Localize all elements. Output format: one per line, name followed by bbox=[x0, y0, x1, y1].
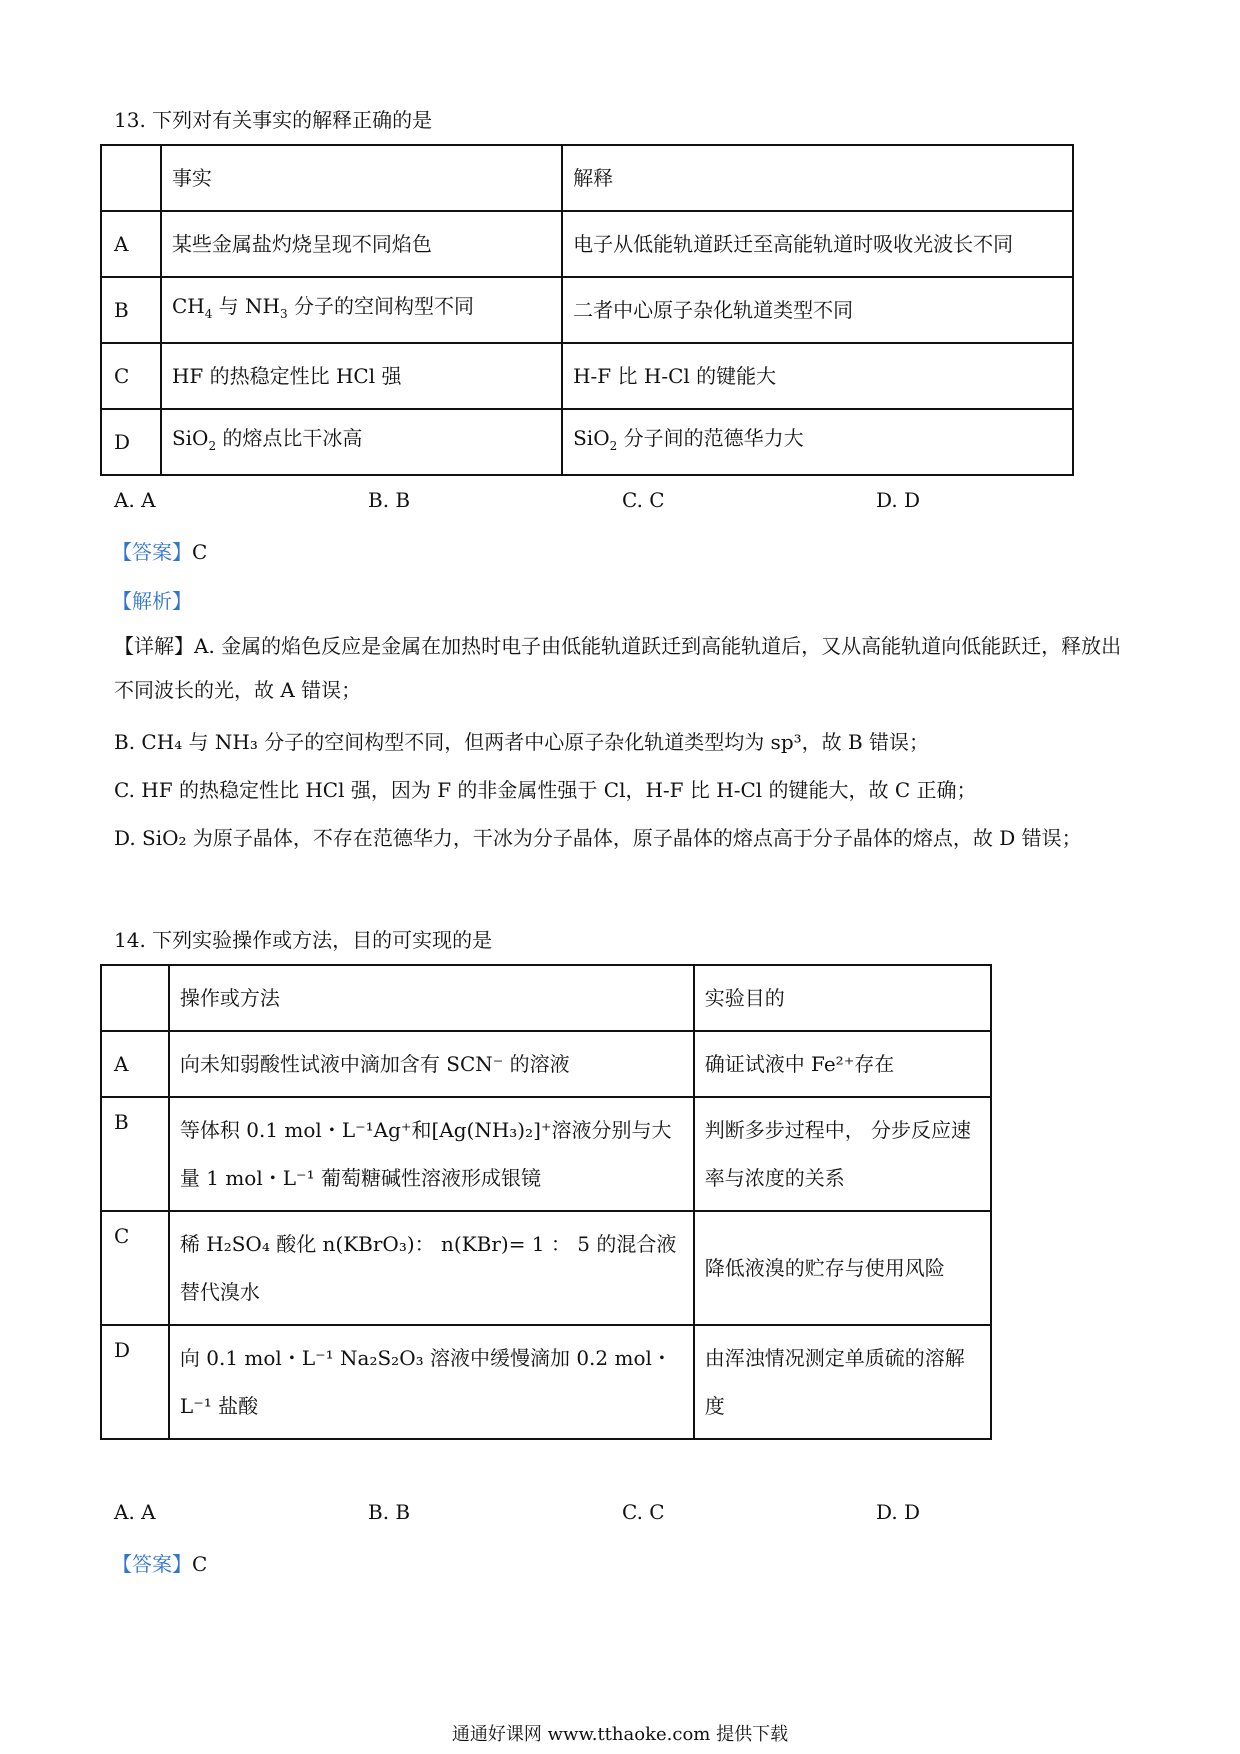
row-purpose: 确证试液中 Fe²⁺存在 bbox=[694, 1031, 991, 1097]
row-explain: SiO$_2$ 分子间的范德华力大 bbox=[562, 409, 1073, 475]
row-letter: A bbox=[101, 1031, 169, 1097]
option-d: D. D bbox=[876, 1500, 921, 1524]
option-d: D. D bbox=[876, 488, 921, 512]
detail-b: B. CH₄ 与 NH₃ 分子的空间构型不同，但两者中心原子杂化轨道类型均为 sp³，故 B 错误； bbox=[114, 730, 930, 754]
row-explain: 电子从低能轨道跃迁至高能轨道时吸收光波长不同 bbox=[562, 211, 1073, 277]
row-method: 稀 H₂SO₄ 酸化 n(KBrO₃)： n(KBr)= 1 ： 5 的混合液替代溴水 bbox=[169, 1211, 694, 1325]
option-c: C. C bbox=[622, 488, 665, 512]
table-header-row bbox=[101, 145, 1073, 211]
row-fact: SiO$_2$ 的熔点比干冰高 bbox=[161, 409, 562, 475]
footer-credit: 通通好课网 www.tthaoke.com 提供下载 bbox=[451, 1724, 789, 1745]
q13-options bbox=[114, 488, 1014, 518]
table-header-row bbox=[101, 965, 991, 1031]
row-letter: C bbox=[101, 1211, 169, 1325]
row-fact: 某些金属盐灼烧呈现不同焰色 bbox=[161, 211, 562, 277]
detail-d: D. SiO₂ 为原子晶体，不存在范德华力，干冰为分子晶体，原子晶体的熔点高于分子晶体的熔点，故 D 错误； bbox=[114, 826, 1082, 850]
q14-options bbox=[114, 1500, 1014, 1530]
row-explain: 二者中心原子杂化轨道类型不同 bbox=[562, 277, 1073, 343]
row-explain: H-F 比 H-Cl 的键能大 bbox=[562, 343, 1073, 409]
header-cell-blank bbox=[101, 145, 161, 211]
q13-title: 13. 下列对有关事实的解释正确的是 bbox=[114, 108, 433, 132]
q14-title: 14. 下列实验操作或方法，目的可实现的是 bbox=[114, 928, 493, 952]
table-row bbox=[101, 1097, 991, 1211]
analysis-label: 【解析】 bbox=[112, 589, 192, 613]
table-row bbox=[101, 343, 1073, 409]
row-letter: C bbox=[101, 343, 161, 409]
detail-a bbox=[114, 624, 1134, 712]
header-cell-explain: 解释 bbox=[562, 145, 1073, 211]
detail-label: 【详解】 bbox=[114, 634, 194, 658]
option-b: B. B bbox=[368, 488, 411, 512]
table-row bbox=[101, 1211, 991, 1325]
answer-value: C bbox=[192, 540, 208, 564]
row-method: 向 0.1 mol・L⁻¹ Na₂S₂O₃ 溶液中缓慢滴加 0.2 mol・L⁻¹ 盐酸 bbox=[169, 1325, 694, 1439]
row-letter: B bbox=[101, 277, 161, 343]
answer-value: C bbox=[192, 1552, 208, 1576]
row-letter: A bbox=[101, 211, 161, 277]
header-cell-blank bbox=[101, 965, 169, 1031]
detail-c: C. HF 的热稳定性比 HCl 强，因为 F 的非金属性强于 Cl，H-F 比 H-Cl 的键能大，故 C 正确； bbox=[114, 778, 977, 802]
option-c: C. C bbox=[622, 1500, 665, 1524]
row-method: 等体积 0.1 mol・L⁻¹Ag⁺和[Ag(NH₃)₂]⁺溶液分别与大量 1 mol・L⁻¹ 葡萄糖碱性溶液形成银镜 bbox=[169, 1097, 694, 1211]
row-fact: $CH_4$ 与 $NH_3$ 分子的空间构型不同 bbox=[161, 277, 562, 343]
row-letter: D bbox=[101, 409, 161, 475]
row-method: 向未知弱酸性试液中滴加含有 SCN⁻ 的溶液 bbox=[169, 1031, 694, 1097]
table-row bbox=[101, 277, 1073, 343]
option-b: B. B bbox=[368, 1500, 411, 1524]
header-cell-purpose: 实验目的 bbox=[694, 965, 991, 1031]
row-fact: HF 的热稳定性比 HCl 强 bbox=[161, 343, 562, 409]
q13-answer bbox=[112, 536, 207, 565]
row-purpose: 降低液溴的贮存与使用风险 bbox=[694, 1211, 991, 1325]
table-row bbox=[101, 211, 1073, 277]
answer-label: 【答案】 bbox=[112, 1552, 192, 1576]
row-purpose: 由浑浊情况测定单质硫的溶解度 bbox=[694, 1325, 991, 1439]
table-row bbox=[101, 409, 1073, 475]
header-cell-method: 操作或方法 bbox=[169, 965, 694, 1031]
answer-label: 【答案】 bbox=[112, 540, 192, 564]
q14-table bbox=[100, 964, 992, 1440]
option-a: A. A bbox=[114, 488, 156, 512]
detail-a-text: A. 金属的焰色反应是金属在加热时电子由低能轨道跃迁到高能轨道后，又从高能轨道向低能跃迁，释放出不同波长的光，故 A 错误； bbox=[114, 634, 1122, 702]
q13-table bbox=[100, 144, 1074, 476]
header-cell-fact: 事实 bbox=[161, 145, 562, 211]
option-a: A. A bbox=[114, 1500, 156, 1524]
table-row bbox=[101, 1031, 991, 1097]
table-row bbox=[101, 1325, 991, 1439]
row-letter: B bbox=[101, 1097, 169, 1211]
row-letter: D bbox=[101, 1325, 169, 1439]
row-purpose: 判断多步过程中， 分步反应速率与浓度的关系 bbox=[694, 1097, 991, 1211]
q14-answer bbox=[112, 1548, 207, 1577]
